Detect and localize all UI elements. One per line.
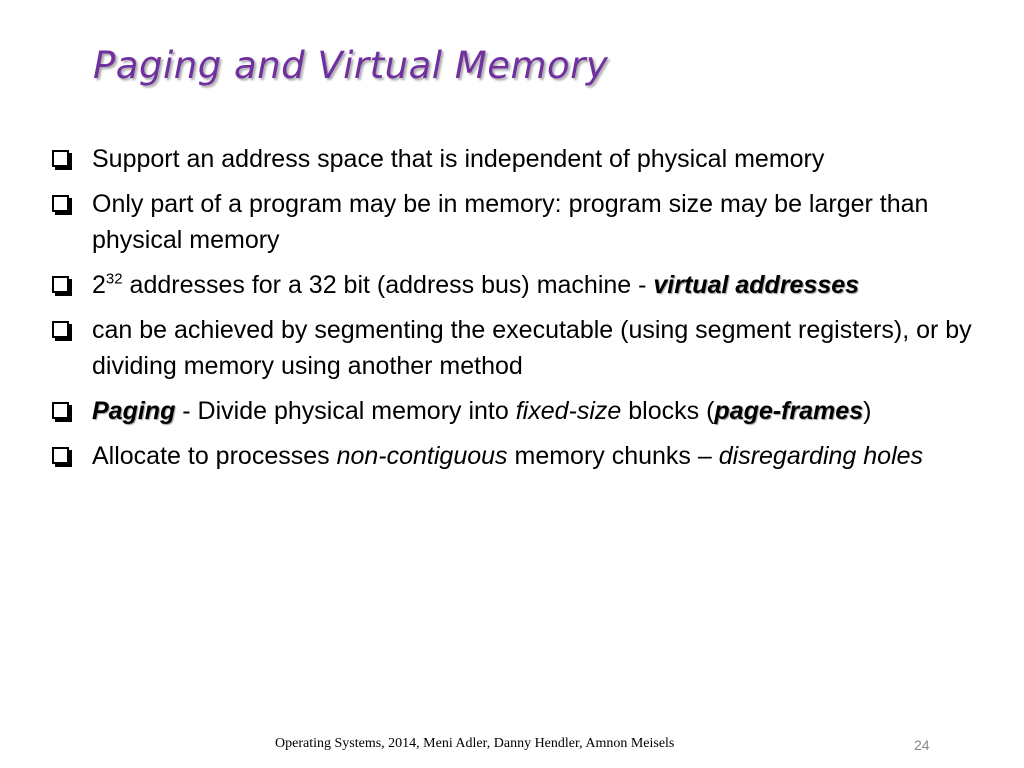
power-exponent: 32 <box>105 270 123 288</box>
italic-disregarding-holes: disregarding holes <box>718 442 924 470</box>
bullet-text: Only part of a program may be in memory: program size may be larger than physical memory <box>92 190 929 254</box>
slide-title: Paging and Virtual Memory <box>93 44 609 87</box>
bullet-text: ) <box>863 397 872 425</box>
bullet-program-size <box>50 186 980 258</box>
bullet-paging <box>50 393 980 429</box>
bullet-text: Allocate to processes <box>92 442 337 470</box>
bullet-text: Support an address space that is independent of physical memory <box>92 145 825 173</box>
checkbox-bullet-icon <box>52 276 69 293</box>
italic-non-contiguous: non-contiguous <box>336 442 508 470</box>
bullet-text: blocks ( <box>621 397 715 425</box>
bullet-address-space <box>50 141 980 177</box>
checkbox-bullet-icon <box>52 150 69 167</box>
italic-fixed-size: fixed-size <box>515 397 622 425</box>
checkbox-bullet-icon <box>52 402 69 419</box>
page-number: 24 <box>914 737 930 753</box>
bullet-non-contiguous <box>50 438 980 474</box>
emphasis-virtual-addresses: virtual addresses <box>653 271 860 299</box>
bullet-text: addresses for a 32 bit (address bus) machine - <box>122 271 654 299</box>
bullet-text: memory chunks – <box>507 442 719 470</box>
checkbox-bullet-icon <box>52 321 69 338</box>
checkbox-bullet-icon <box>52 447 69 464</box>
bullet-list <box>50 141 980 483</box>
bullet-text: can be achieved by segmenting the executable (using segment registers), or by dividing memory using another method <box>92 316 972 380</box>
bullet-text: - Divide physical memory into <box>175 397 516 425</box>
power-base: 2 <box>92 271 106 299</box>
emphasis-page-frames: page-frames <box>714 397 864 425</box>
emphasis-paging: Paging <box>92 397 176 425</box>
bullet-segmenting <box>50 312 980 384</box>
slide-footer: Operating Systems, 2014, Meni Adler, Danny Hendler, Amnon Meisels <box>275 736 675 751</box>
bullet-virtual-addresses <box>50 267 980 303</box>
checkbox-bullet-icon <box>52 195 69 212</box>
